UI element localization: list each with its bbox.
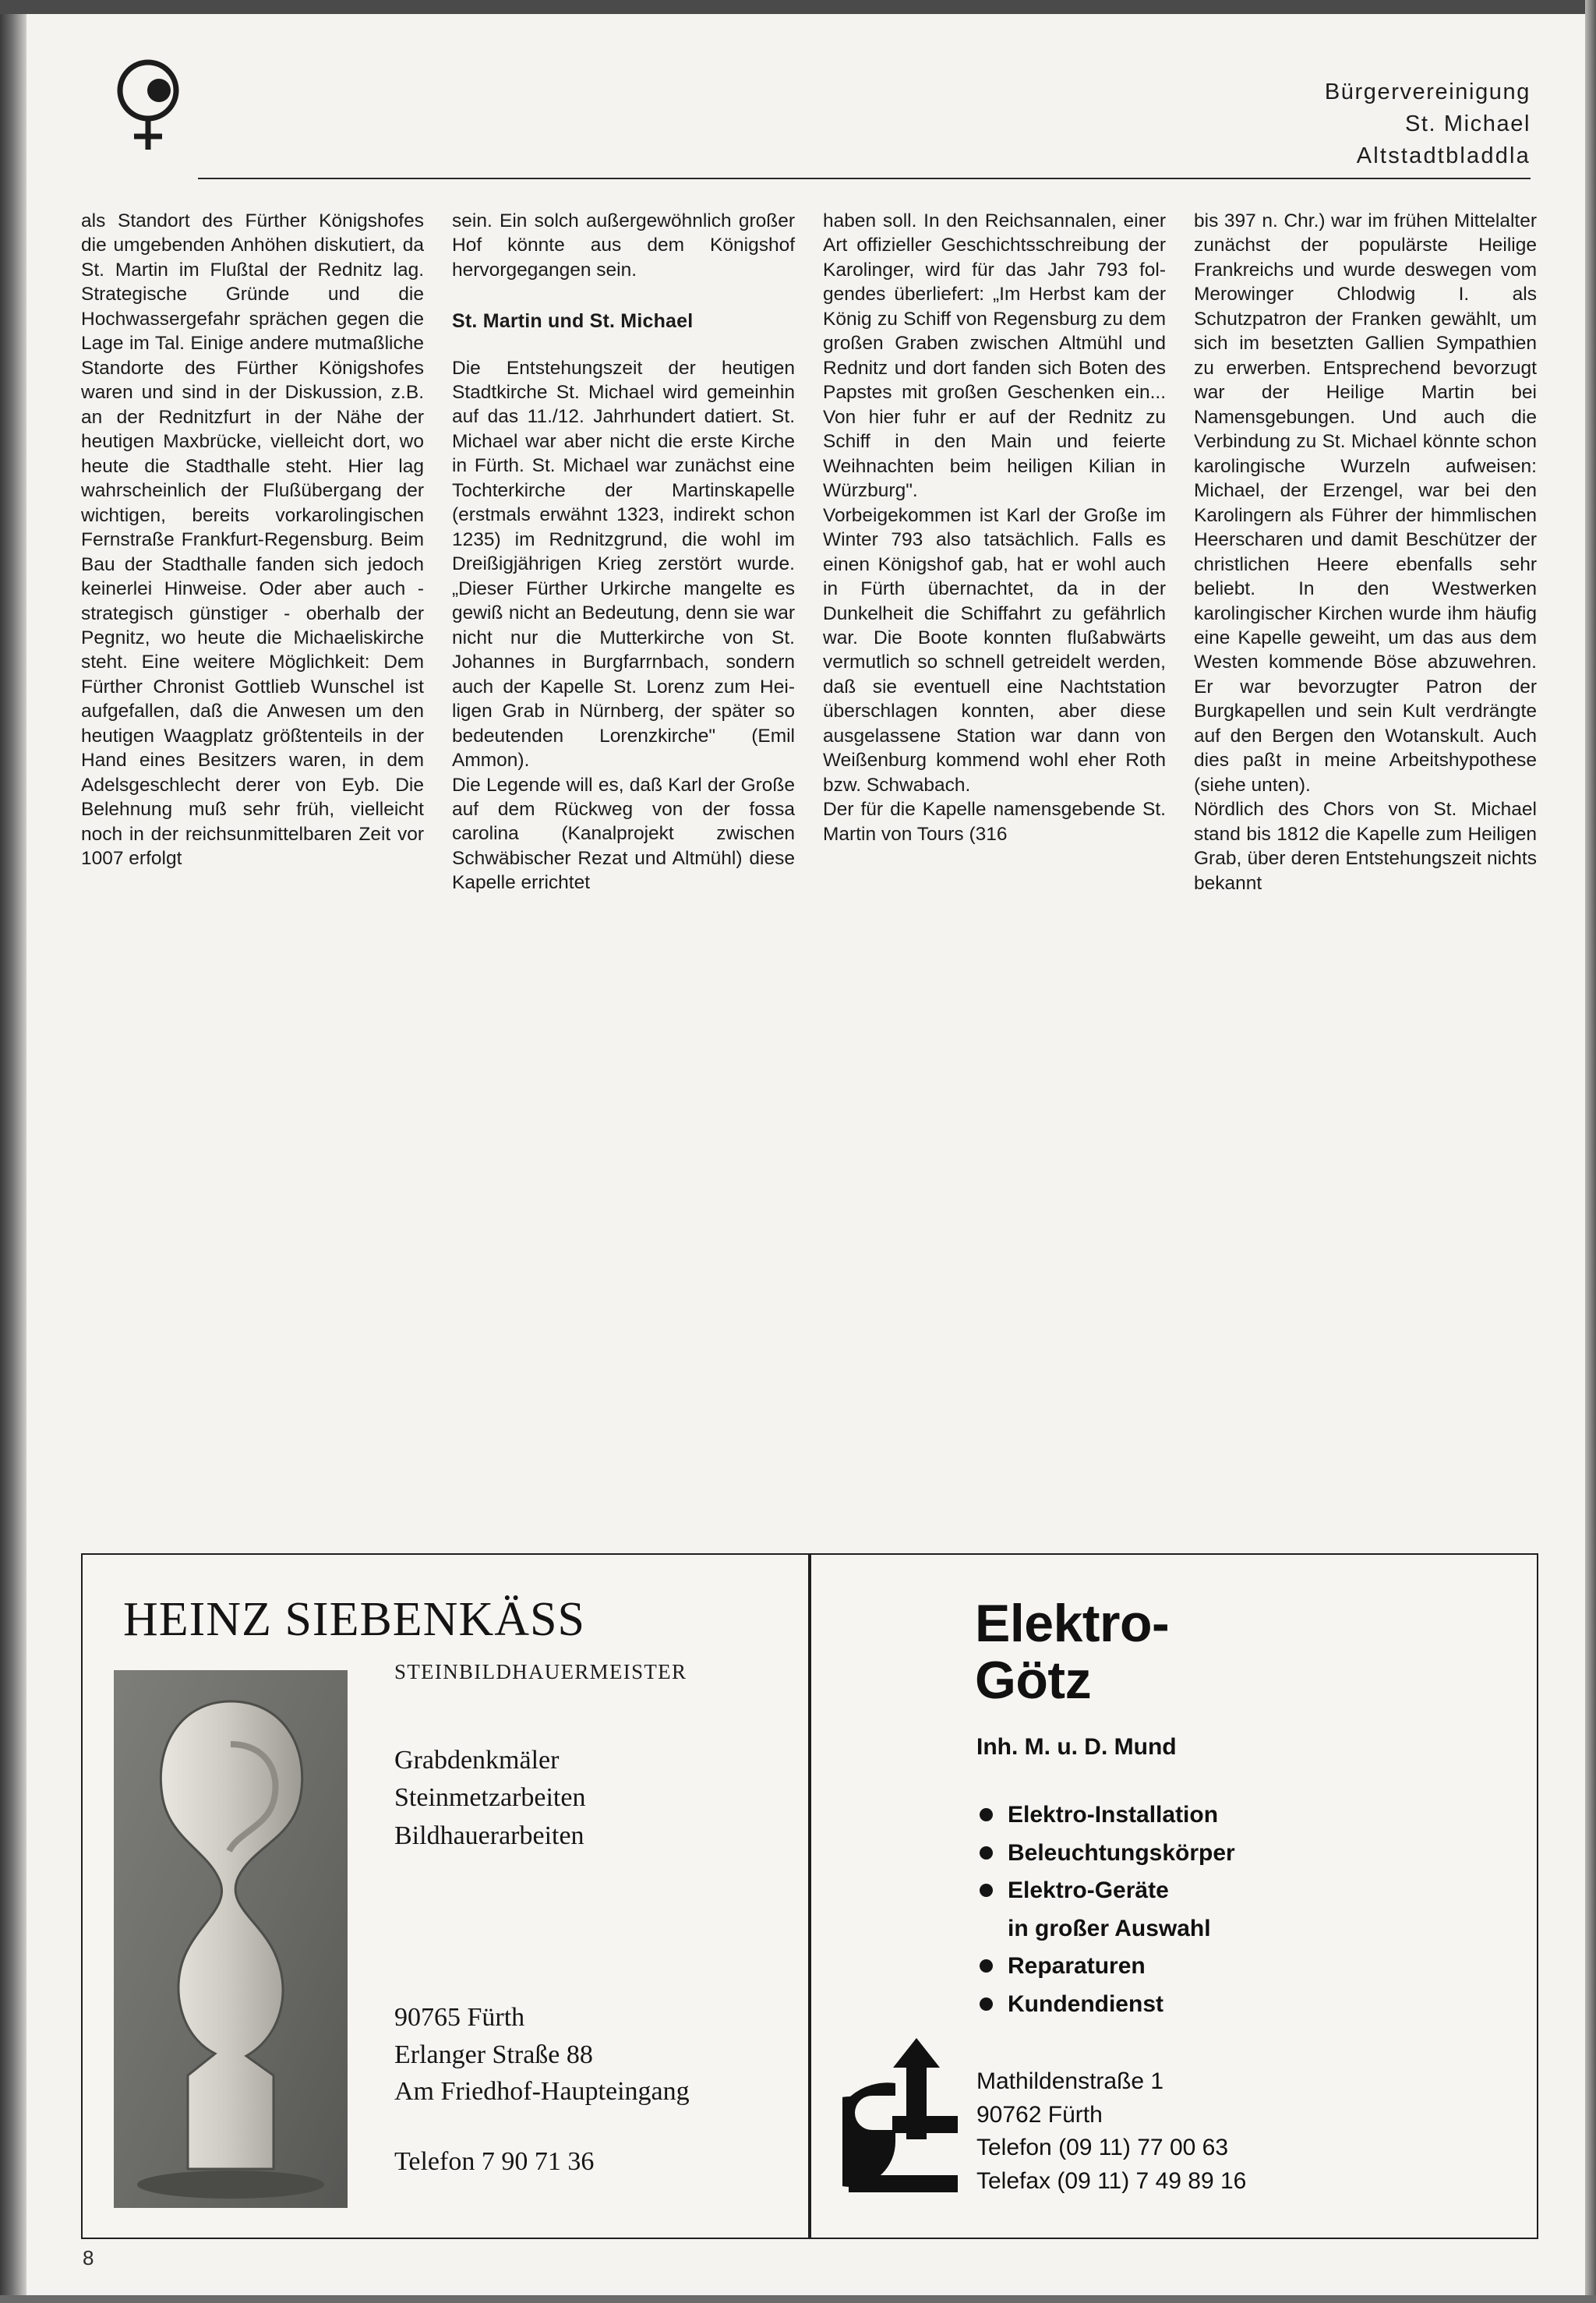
ad-service-label: Reparaturen <box>1008 1953 1146 1980</box>
paragraph: Vorbeigekommen ist Karl der Große im Winter 793 also tatsächlich. Falls es einen Königshof gab, hat er wohl auch in Fürth übernachtet, da in der Dunkelheit die Schiffahrt zu gefährlich war. Die Boote konnten flußabwärts vermutlich so schnell getreidelt werden, daß sie eventuell eine Nachtstation überschlagen konnten, aber diese ausgelassene Station war dann von Weißenburg kommend wohl eher Roth bzw. Schwabach. <box>823 504 1166 796</box>
masthead <box>81 45 1531 169</box>
paragraph: Nördlich des Chors von St. Michael stand bis 1812 die Kapelle zum Heiligen Grab, über deren Entstehungszeit nichts bekannt <box>1194 799 1537 894</box>
section-heading: St. Martin und St. Michael <box>452 310 694 333</box>
paragraph: Die Legende will es, daß Karl der Große auf dem Rückweg von der fossa carolina (Kanalprojekt zwischen Schwäbischer Rezat und Altmühl) diese Kapelle errichtet <box>452 774 795 894</box>
masthead-line-2: St. Michael <box>1404 111 1531 137</box>
ad-address-line: Am Friedhof-Haupteingang <box>394 2077 690 2107</box>
ad-service-sublabel: in großer Auswahl <box>1008 1915 1211 1941</box>
ad-service-label: Kundendienst <box>1008 1990 1163 2017</box>
bullet-icon <box>980 1846 993 1860</box>
paragraph: als Standort des Fürther Königshofes die umgebenden Anhöhen diskutiert, da St. Martin im Flußtal der Rednitz lag. Strategische Gründe und die Hochwassergefahr sprächen gegen die Lage im Tal. Einige andere mutmaßliche Standorte des Fürther Königshofes waren und sind in der Diskussion, z.B. an der Rednitzfurt in der Nähe der heutigen Maxbrücke, vielleicht dort, wo heute die Stadthalle steht. Hier lag wahrscheinlich der Flußübergang der wichtigen, bereits vorkarolingischen Fernstraße Frankfurt-Regensburg. Beim Bau der Stadthalle fanden sich jedoch keinerlei Hinweise. Oder aber auch - strategisch günstiger - oberhalb der Pegnitz, wo heute die Michaeliskirche steht. Eine weitere Möglichkeit: Dem Fürther Chronist Gottlieb Wunschel ist aufgefallen, daß die Anwesen um den heutigen Waagplatz größtenteils in der Hand eines Besitzers waren, in dem Adelsgeschlecht derer von Eyb. Die Belehnung muß sehr früh, vielleicht noch in der reichsunmittelbaren Zeit vor 1007 erfolgt <box>81 210 424 870</box>
bullet-icon <box>980 1997 993 2011</box>
article-body <box>81 209 1538 895</box>
bv-logo-icon <box>108 59 201 153</box>
masthead-divider <box>198 178 1531 179</box>
ad-contact-line: 90762 Fürth <box>976 2101 1103 2128</box>
ad-contact <box>976 2065 1246 2198</box>
paragraph: sein. Ein solch außergewöhnlich großer Hof könnte aus dem Königshof hervorgegangen sein. <box>452 210 795 281</box>
page-number: 8 <box>83 2246 94 2269</box>
ad-contact-line: Telefax (09 11) 7 49 89 16 <box>976 2167 1247 2194</box>
ad-service-label: Elektro-Geräte <box>1008 1877 1169 1904</box>
article-column-3 <box>823 209 1166 895</box>
ad-service-label: Beleuchtungskörper <box>1008 1839 1235 1866</box>
ad-service-item <box>976 1835 1235 1873</box>
masthead-title <box>1325 76 1531 173</box>
ad-address-line: Erlanger Straße 88 <box>394 2040 593 2069</box>
scan-edge-top <box>0 0 1596 14</box>
advertisement-area <box>81 1553 1538 2239</box>
bullet-icon <box>980 1808 993 1821</box>
ad-phone: Telefon 7 90 71 36 <box>394 2147 595 2176</box>
ad-service-label: Elektro-Installation <box>1008 1802 1219 1828</box>
ad-service-item: Grabdenkmäler <box>394 1746 560 1775</box>
ad-heinz-siebenkaess[interactable] <box>81 1553 810 2239</box>
ad-title-line-1: Elektro- <box>975 1594 1170 1653</box>
ad-title-line-2: Götz <box>975 1651 1092 1711</box>
ad-title <box>975 1595 1169 1710</box>
ad-service-item <box>976 1796 1235 1835</box>
paragraph: Die Entstehungszeit der heutigen Stadtkirche St. Michael wird gemeinhin auf das 11./12. Jahrhundert datiert. St. Michael war aber nicht die erste Kirche in Fürth. St. Michael war zunächst eine Tochterkirche der Martinskapelle (erstmals erwähnt 1323, indirekt schon 1235) im Rednitzgrund, die wohl im Dreißigjährigen Krieg zerstört wurde. „Dieser Fürther Urkirche mangelte es gewiß nicht an Bedeutung, denn sie war nicht nur die Mutterkirche von St. Johannes in Burgfarrnbach, sondern auch der Kapelle St. Lorenz zum Heiligen Grab in Nürnberg, der später so bedeutenden Lorenzkirche" (Emil Ammon). <box>452 357 795 772</box>
ad-service-item <box>976 1986 1235 2024</box>
ad-service-item: Bildhauerarbeiten <box>394 1821 584 1850</box>
paragraph: bis 397 n. Chr.) war im frühen Mittelalter zunächst der populärste Heilige Frankreichs und wurde deswegen vom Merowinger Chlodwig I. als Schutzpatron der Franken gewählt, um sich im besetzten Gallien Sympathien zu erwerben. Entsprechend bevorzugt war der Heilige Martin bei Namensgebungen. Und auch die Verbindung zu St. Michael könnte schon karolingische Wurzeln aufweisen: Michael, der Erzengel, war bei den Karolingern als Führer der himmlischen Heerscharen und damit Beschützer der christlichen Heere ebenfalls sehr beliebt. In den Westwerken karolingischer Kirchen wurde ihm häufig eine Kapelle geweiht, um das aus dem Westen kommende Böse abzuwehren. Er war bevorzugter Patron der Burgkapellen und sein Kult verdrängte auf den Bergen den Wotanskult. Auch dies paßt in meine Arbeitshypothese (siehe unten). <box>1194 210 1537 796</box>
scan-edge-bottom <box>0 2295 1596 2303</box>
ad-contact-line: Mathildenstraße 1 <box>976 2068 1164 2094</box>
article-column-4 <box>1194 209 1537 895</box>
ad-subtitle: STEINBILDHAUERMEISTER <box>394 1660 687 1683</box>
article-column-1 <box>81 209 424 895</box>
ad-service-list <box>976 1796 1235 2024</box>
ad-owner: Inh. M. u. D. Mund <box>976 1734 1177 1760</box>
ad-service-item: Steinmetzarbeiten <box>394 1783 586 1813</box>
page-content <box>26 14 1585 2295</box>
ad-contact-line: Telefon (09 11) 77 00 63 <box>976 2135 1229 2161</box>
ad-elektro-goetz[interactable] <box>810 1553 1538 2239</box>
masthead-line-1: Bürgervereinigung <box>1324 79 1531 104</box>
sculpture-photo <box>114 1670 348 2208</box>
scan-edge-right <box>1585 0 1596 2303</box>
ad-service-item <box>976 1872 1235 1948</box>
ad-address <box>394 1999 690 2110</box>
ad-services <box>394 1742 585 1855</box>
scan-edge-left <box>0 0 26 2303</box>
elektro-goetz-logo <box>842 2022 967 2202</box>
masthead-line-3: Altstadtbladdla <box>1356 143 1531 169</box>
article-column-2 <box>452 209 795 895</box>
bullet-icon <box>980 1959 993 1973</box>
paragraph: Der für die Kapelle namensgebende St. Martin von Tours (316 <box>823 799 1166 845</box>
bullet-icon <box>980 1884 993 1897</box>
ad-title: HEINZ SIEBENKÄSS <box>123 1593 585 1646</box>
ad-service-item <box>976 1948 1235 1986</box>
ad-address-line: 90765 Fürth <box>394 2003 525 2032</box>
paragraph: haben soll. In den Reichsannalen, einer Art offizieller Geschichtsschreibung der Karolinger, wird für das Jahr 793 folgendes überliefert: „Im Herbst kam der König zu Schiff von Regensburg zu dem großen Graben zwischen Altmühl und Rednitz und dort fanden sich Boten des Papstes mit großen Geschenken ein... Von hier fuhr er auf der Rednitz zu Schiff in den Main und feierte Weihnachten beim heiligen Kilian in Würzburg". <box>823 210 1166 502</box>
